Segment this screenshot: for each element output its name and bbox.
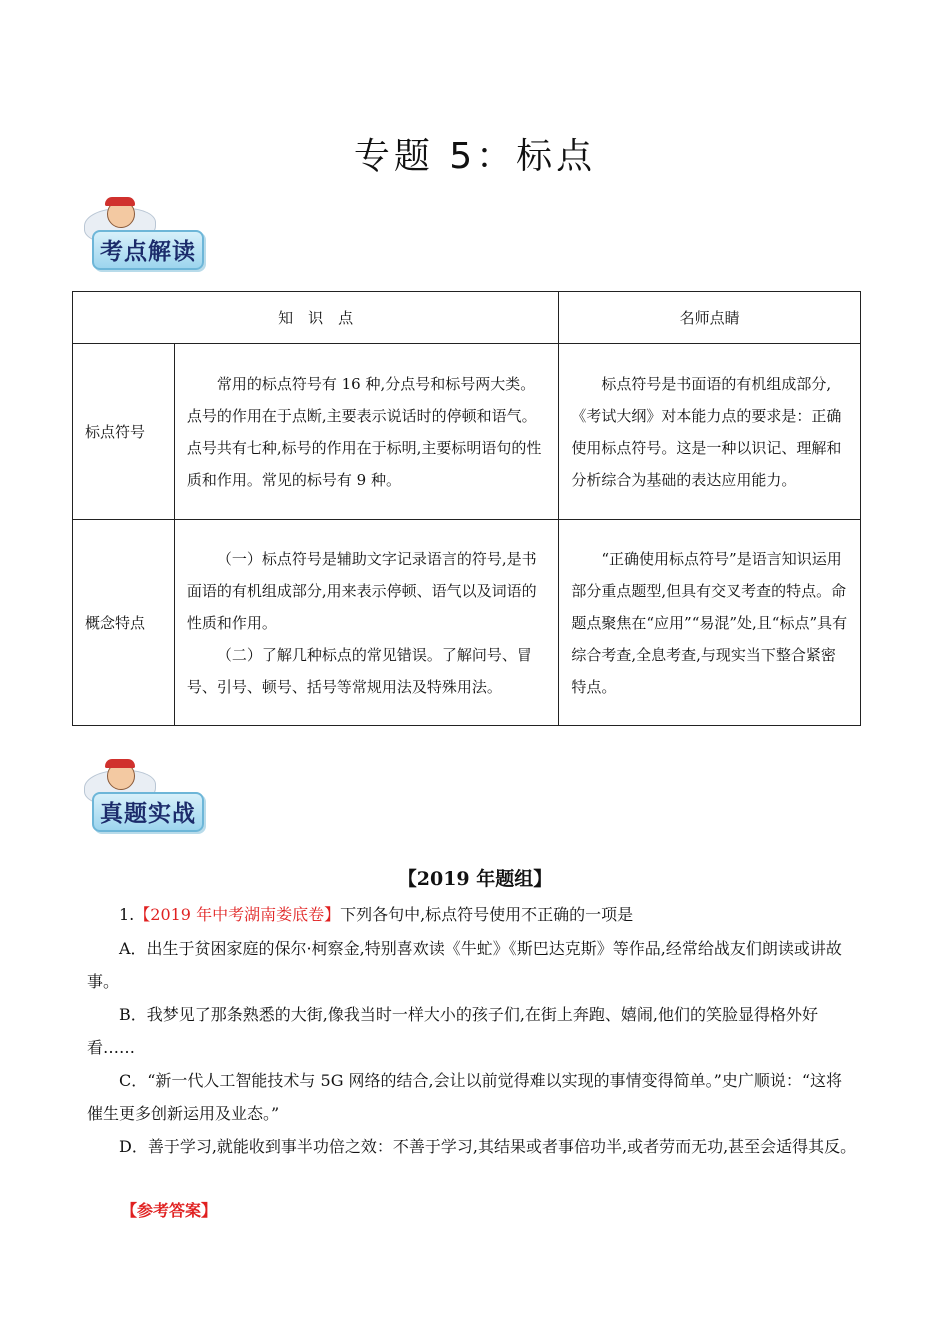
question-source: 【2019 年中考湖南娄底卷】 bbox=[134, 905, 341, 924]
question-number: 1. bbox=[119, 905, 135, 924]
tip-cell bbox=[559, 344, 861, 520]
section-badge-kaodian bbox=[80, 200, 210, 275]
tip-text: 标点符号是书面语的有机组成部分,《考试大纲》对本能力点的要求是：正确使用标点符号。这是一种以识记、理解和分析综合为基础的表达应用能力。 bbox=[571, 374, 842, 489]
option-c: C．“新一代人工智能技术与 5G 网络的结合,会让以前觉得难以实现的事情变得简单。”史广顺说：“这将催生更多创新运用及业态。” bbox=[87, 1071, 843, 1123]
knowledge-text: 常用的标点符号有 16 种,分点号和标号两大类。点号的作用在于点断,主要表示说话时的停顿和语气。点号共有七种,标号的作用在于标明,主要标明语句的性质和作用。常见的标号有 9 种。 bbox=[186, 374, 542, 489]
group-title: 【2019 年题组】 bbox=[397, 868, 553, 890]
table-header-knowledge: 知 识 点 bbox=[73, 292, 559, 344]
row-label: 标点符号 bbox=[73, 344, 175, 520]
knowledge-table bbox=[72, 291, 861, 726]
option-d: D．善于学习,就能收到事半功倍之效：不善于学习,其结果或者事倍功半,或者劳而无功,甚至会适得其反。 bbox=[119, 1137, 857, 1156]
knowledge-text: （二）了解几种标点的常见错误。了解问号、冒号、引号、顿号、括号等常规用法及特殊用法。 bbox=[186, 645, 532, 696]
mascot-cap-icon bbox=[105, 759, 135, 768]
tip-text: “正确使用标点符号”是语言知识运用部分重点题型,但具有交叉考查的特点。命题点聚焦在“应用”“易混”处,且“标点”具有综合考查,全息考查,与现实当下整合紧密特点。 bbox=[571, 549, 848, 696]
table-header-tip: 名师点睛 bbox=[559, 292, 861, 344]
option-b: B．我梦见了那条熟悉的大街,像我当时一样大小的孩子们,在街上奔跑、嬉闹,他们的笑脸显得格外好看…… bbox=[87, 1005, 819, 1057]
badge-label: 考点解读 bbox=[100, 238, 196, 265]
mascot-cap-icon bbox=[105, 197, 135, 206]
question-stem bbox=[87, 898, 857, 931]
knowledge-text: （一）标点符号是辅助文字记录语言的符号,是书面语的有机组成部分,用来表示停顿、语气以及词语的性质和作用。 bbox=[186, 549, 537, 632]
answer-label: 【参考答案】 bbox=[121, 1201, 218, 1220]
option-a: A．出生于贫困家庭的保尔·柯察金,特别喜欢读《牛虻》《斯巴达克斯》等作品,经常给战友们朗读或讲故事。 bbox=[87, 939, 842, 991]
knowledge-cell bbox=[174, 344, 559, 520]
question-text: 下列各句中,标点符号使用不正确的一项是 bbox=[340, 905, 634, 924]
page-title: 专题 5：标点 bbox=[353, 136, 597, 177]
section-badge-zhenti bbox=[80, 762, 210, 837]
tip-cell bbox=[559, 520, 861, 726]
badge-label: 真题实战 bbox=[100, 800, 196, 827]
knowledge-cell bbox=[174, 520, 559, 726]
row-label: 概念特点 bbox=[73, 520, 175, 726]
